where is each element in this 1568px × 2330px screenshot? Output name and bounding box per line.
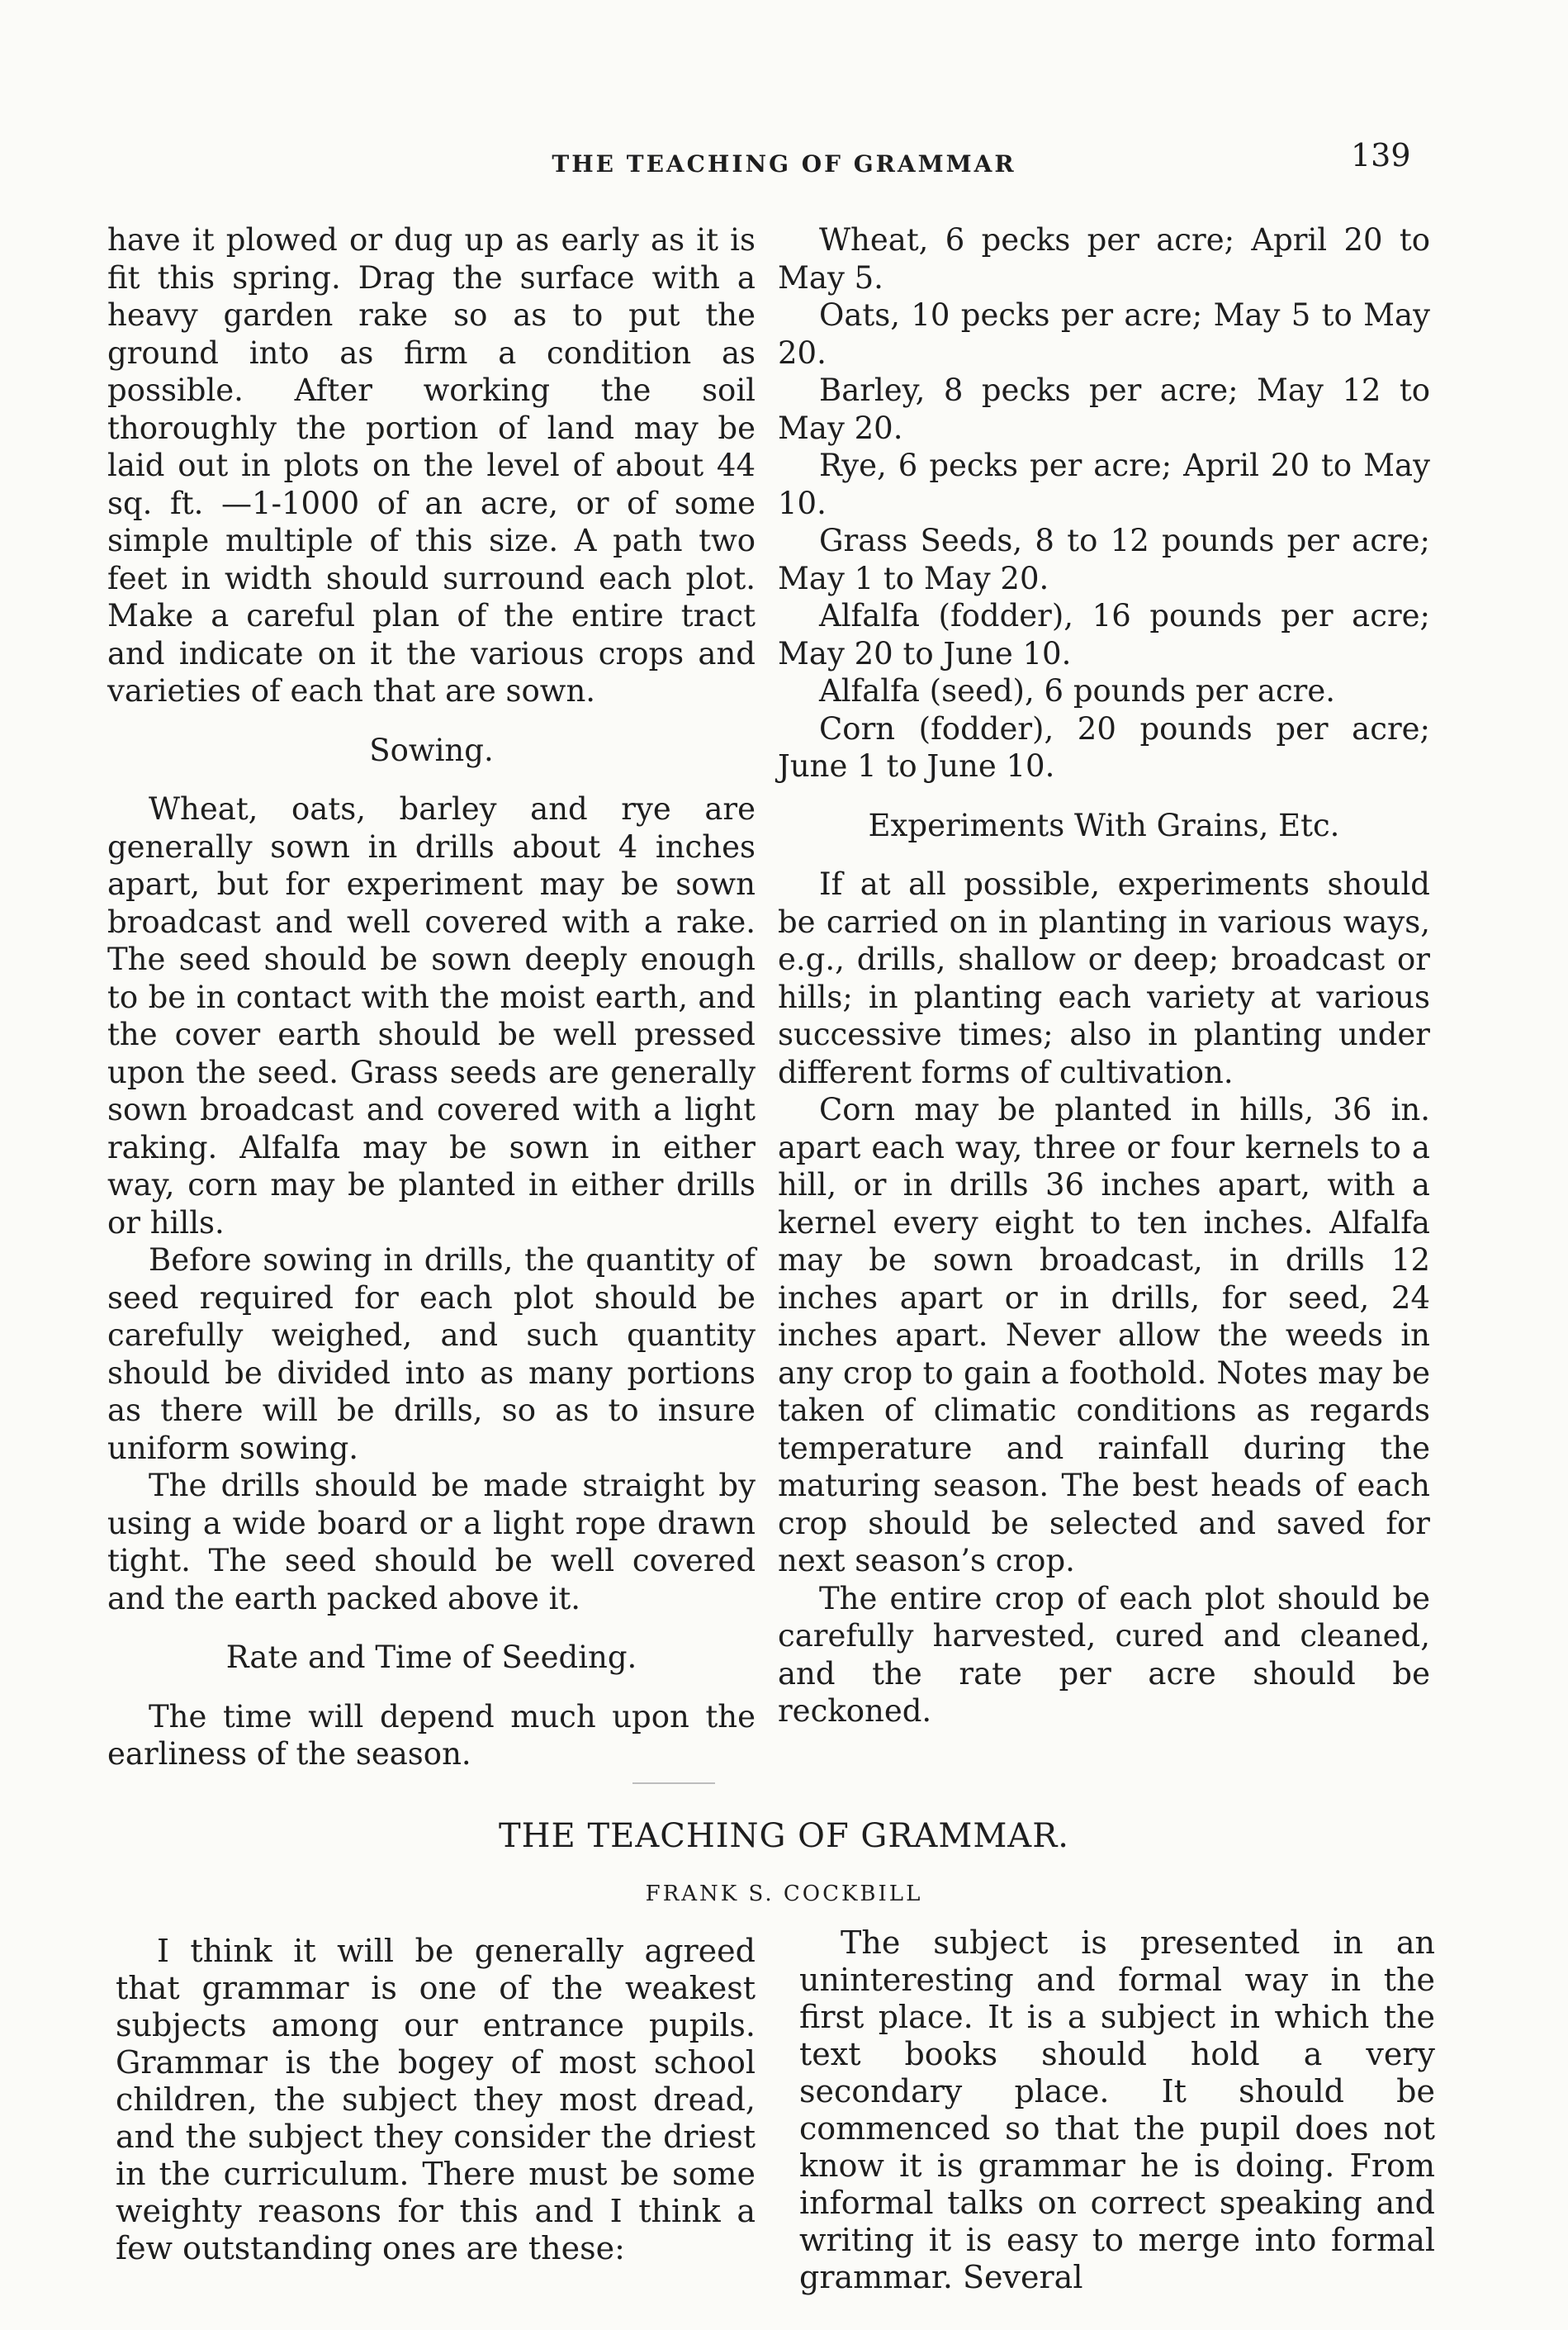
- rate-wheat: Wheat, 6 pecks per acre; April 20 to May 5.: [778, 222, 1430, 296]
- heading-sowing: Sowing.: [369, 732, 494, 768]
- rate-oats: Oats, 10 pecks per acre; May 5 to May 20.: [778, 297, 1430, 371]
- article-paragraph-left: I think it will be generally agreed that grammar is one of the weakest subjects among our entrance pupils. Grammar is the bogey of most school children, the subject they most dread, and the subject they consider the driest in the curriculum. There must be some weighty reasons for this and I think a few outstanding ones are these:: [116, 1933, 756, 2266]
- article-paragraph-right: The subject is presented in an uninteresting and formal way in the first place. It is a subject in which the text books should hold a very secondary place. It should be commenced so that the pupil does not know it is grammar he is doing. From informal talks on correct speaking and writing it is easy to merge into formal grammar. Several: [799, 1924, 1435, 2295]
- rate-rye: Rye, 6 pecks per acre; April 20 to May 10.: [778, 448, 1430, 521]
- left-column: [107, 221, 756, 1773]
- rate-grass-seeds: Grass Seeds, 8 to 12 pounds per acre; May 1 to May 20.: [778, 523, 1430, 596]
- rate-alfalfa-seed: Alfalfa (seed), 6 pounds per acre.: [819, 673, 1336, 709]
- paragraph-plots: have it plowed or dug up as early as it is fit this spring. Drag the surface with a heavy garden rake so as to put the ground into as firm a condition as possible. After working the soil thoroughly the portion of land may be laid out in plots on the level of about 44 sq. ft. —1-1000 of an acre, or of some simple multiple of this size. A path two feet in width should surround each plot. Make a careful plan of the entire tract and indicate on it the various crops and varieties of each that are sown.: [107, 222, 756, 709]
- paragraph-corn: Corn may be planted in hills, 36 in. apart each way, three or four kernels to a hill, or in drills 36 inches apart, with a kernel every eight to ten inches. Alfalfa may be sown broadcast, in drills 12 inches apart or in drills, for seed, 24 inches apart. Never allow the weeds in any crop to gain a foothold. Notes may be taken of climatic conditions as regards temperature and rainfall during the maturing season. The best heads of each crop should be selected and saved for next season’s crop.: [778, 1092, 1430, 1578]
- paragraph-harvest: The entire crop of each plot should be carefully harvested, cured and cleaned, and the rate per acre should be reckoned.: [778, 1580, 1430, 1729]
- heading-rate-time: Rate and Time of Seeding.: [225, 1640, 637, 1675]
- paragraph-before-sowing: Before sowing in drills, the quantity of seed required for each plot should be carefully weighed, and such quantity should be divided into as many portions as there will be drills, so as to insure uniform sowing.: [107, 1242, 756, 1466]
- right-column: [778, 221, 1430, 1730]
- section-divider: [632, 1782, 715, 1784]
- paragraph-time: The time will depend much upon the earliness of the season.: [107, 1698, 756, 1772]
- running-head: THE TEACHING OF GRAMMAR: [552, 150, 1016, 178]
- heading-experiments: Experiments With Grains, Etc.: [868, 807, 1340, 843]
- page-number: 139: [1351, 137, 1411, 173]
- rate-barley: Barley, 8 pecks per acre; May 12 to May 20.: [778, 373, 1430, 446]
- paragraph-sowing: Wheat, oats, barley and rye are generally sown in drills about 4 inches apart, but for experiment may be sown broadcast and well covered with a rake. The seed should be sown deeply enough to be in contact with the moist earth, and the cover earth should be well pressed upon the seed. Grass seeds are generally sown broadcast and covered with a light raking. Alfalfa may be sown in either way, corn may be planted in either drills or hills.: [107, 791, 756, 1241]
- article-left-column: [116, 1933, 756, 2267]
- rate-corn-fodder: Corn (fodder), 20 pounds per acre; June 1 to June 10.: [778, 710, 1430, 784]
- article-title: THE TEACHING OF GRAMMAR.: [498, 1817, 1070, 1855]
- article-right-column: [799, 1924, 1435, 2296]
- paragraph-drills: The drills should be made straight by using a wide board or a light rope drawn tight. The seed should be well covered and the earth packed above it.: [107, 1468, 756, 1616]
- article-author: FRANK S. COCKBILL: [645, 1882, 923, 1906]
- rate-alfalfa-fodder: Alfalfa (fodder), 16 pounds per acre; May 20 to June 10.: [778, 598, 1430, 671]
- paragraph-experiments: If at all possible, experiments should be carried on in planting in various ways, e.g., drills, shallow or deep; broadcast or hills; in planting each variety at various successive times; also in planting under different forms of cultivation.: [778, 866, 1430, 1090]
